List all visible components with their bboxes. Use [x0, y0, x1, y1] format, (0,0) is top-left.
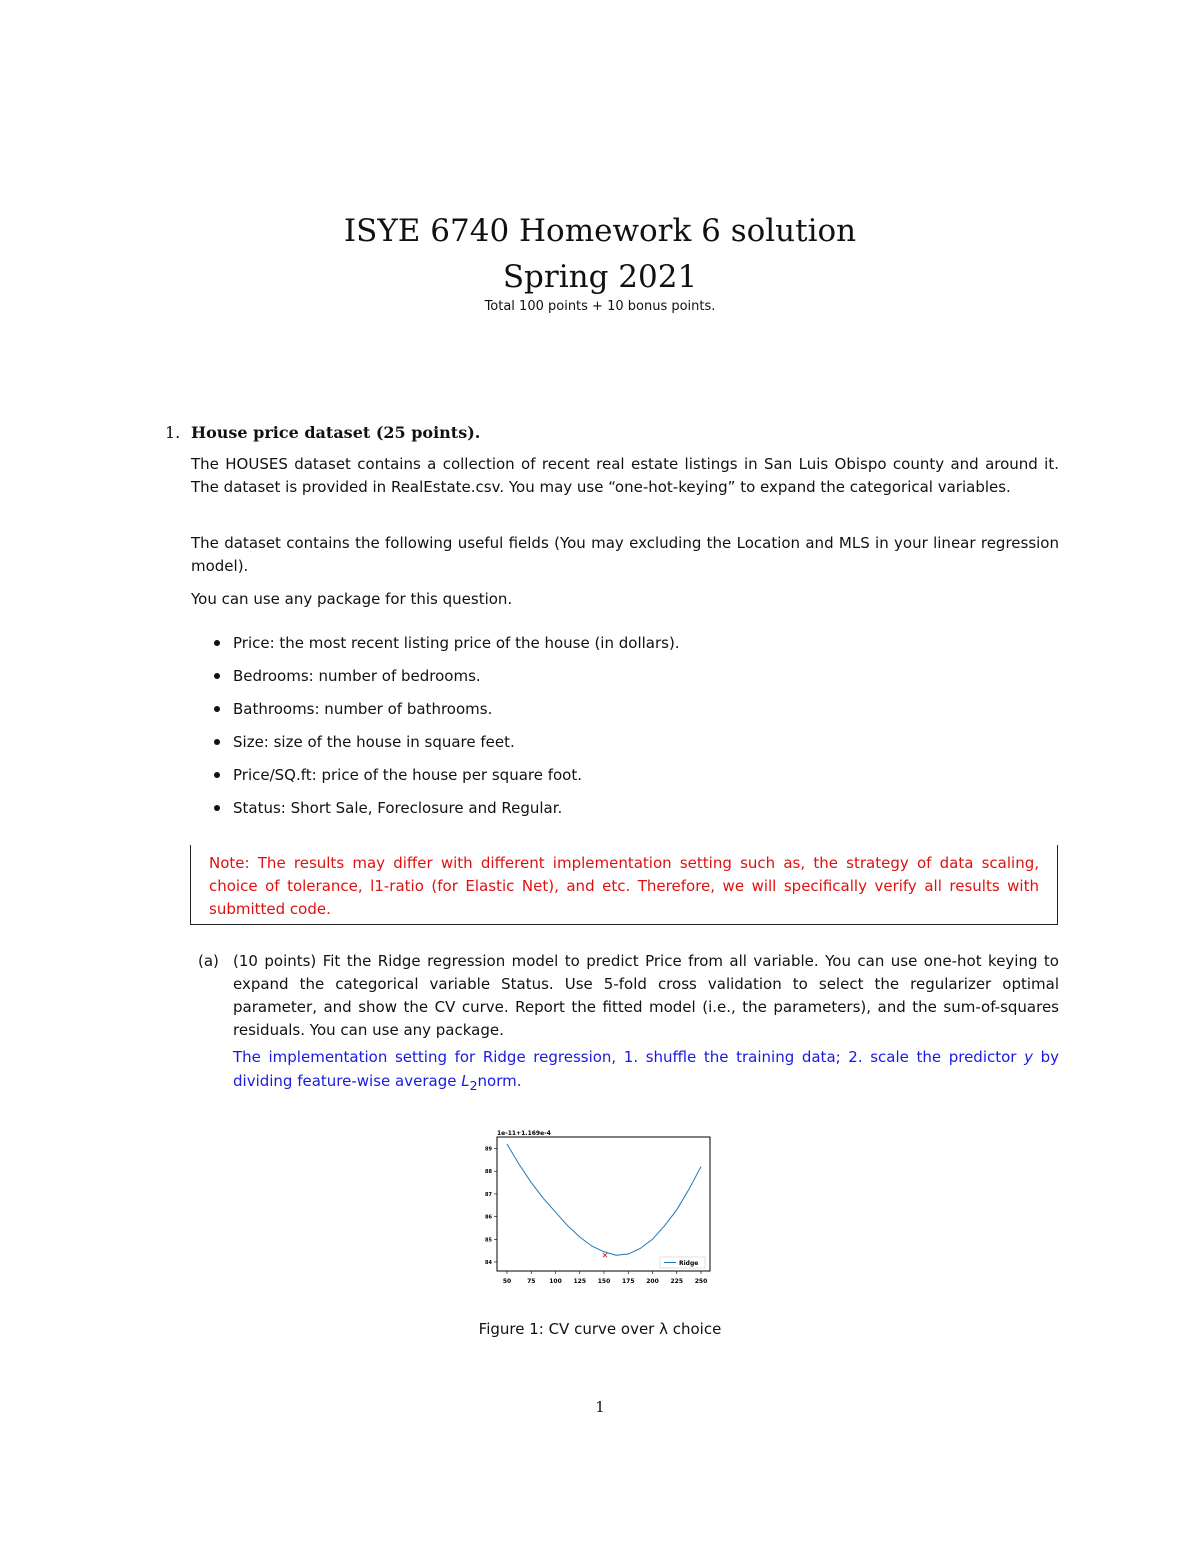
list-item: Size: size of the house in square feet.	[212, 732, 680, 765]
x-tick-label: 225	[670, 1278, 684, 1285]
cv-curve-chart	[480, 1126, 720, 1292]
fields-intro: The dataset contains the following useful fields (You may excluding the Location and MLS in your linear regression model).	[191, 534, 1059, 575]
document-title: ISYE 6740 Homework 6 solution	[343, 213, 857, 249]
legend	[660, 1257, 705, 1268]
y-tick-label: 89	[485, 1146, 492, 1153]
field-list	[212, 633, 680, 831]
bullet-icon	[214, 640, 220, 646]
x-tick-label: 200	[646, 1278, 659, 1285]
x-tick-label: 150	[597, 1278, 611, 1285]
list-item: Status: Short Sale, Foreclosure and Regular.	[212, 798, 680, 831]
list-item: Price: the most recent listing price of the house (in dollars).	[212, 633, 680, 666]
part-a-text: (10 points) Fit the Ridge regression model to predict Price from all variable. You can use one-hot keying to expand the categorical variable Status. Use 5-fold cross validation to select the regularizer optimal parameter, and show the CV curve. Report the fitted model (i.e., the parameters), and the sum-of-squares residuals. You can use any package.	[233, 952, 1059, 1039]
y-tick-label: 85	[485, 1237, 492, 1244]
axis-offset-label: 1e-11+1.169e-4	[497, 1130, 551, 1137]
question-heading: House price dataset (25 points).	[191, 423, 481, 442]
x-tick-label: 100	[549, 1278, 562, 1285]
package-note: You can use any package for this question.	[191, 590, 513, 608]
figure-caption: Figure 1: CV curve over λ choice	[478, 1320, 722, 1338]
y-axis	[485, 1147, 497, 1266]
x-tick-label: 125	[573, 1278, 587, 1285]
series-line-ridge	[507, 1144, 701, 1255]
x-tick-label: 75	[527, 1278, 536, 1285]
x-axis	[503, 1271, 707, 1285]
list-item: Bathrooms: number of bathrooms.	[212, 699, 680, 732]
list-item: Price/SQ.ft: price of the house per square foot.	[212, 765, 680, 798]
y-tick-label: 88	[485, 1169, 492, 1176]
x-tick-label: 250	[694, 1278, 708, 1285]
y-tick-label: 87	[485, 1191, 492, 1198]
implementation-setting: The implementation setting for Ridge regression, 1. shuffle the training data; 2. scale the predictor y by dividing feature-wise average $L_2norm$.	[233, 1048, 1059, 1093]
note-text: Note: The results may differ with different implementation setting such as, the strategy of data scaling, choice of tolerance, l1-ratio (for Elastic Net), and etc. Therefore, we will specifically verify all results with submitted code.	[209, 854, 1039, 918]
question-number: 1.	[165, 423, 181, 442]
bullet-icon	[214, 739, 220, 745]
question-intro: The HOUSES dataset contains a collection of recent real estate listings in San Luis Obispo county and around it. The dataset is provided in RealEstate.csv. You may use “one-hot-keying” to expand the categorical variables.	[191, 455, 1059, 496]
document-points: Total 100 points + 10 bonus points.	[484, 299, 716, 314]
x-tick-label: 50	[502, 1278, 512, 1285]
bullet-icon	[214, 706, 220, 712]
plot-frame	[497, 1137, 710, 1271]
bullet-icon	[214, 805, 220, 811]
legend-label: Ridge	[679, 1260, 699, 1267]
min-marker	[603, 1253, 607, 1257]
x-tick-label: 175	[621, 1278, 635, 1285]
document-term: Spring 2021	[502, 259, 698, 295]
y-tick-label: 86	[485, 1214, 492, 1221]
bullet-icon	[214, 673, 220, 679]
page-number: 1	[595, 1398, 605, 1416]
list-item: Bedrooms: number of bedrooms.	[212, 666, 680, 699]
y-tick-label: 84	[485, 1260, 492, 1266]
bullet-icon	[214, 772, 220, 778]
part-a-label: (a)	[198, 952, 219, 970]
